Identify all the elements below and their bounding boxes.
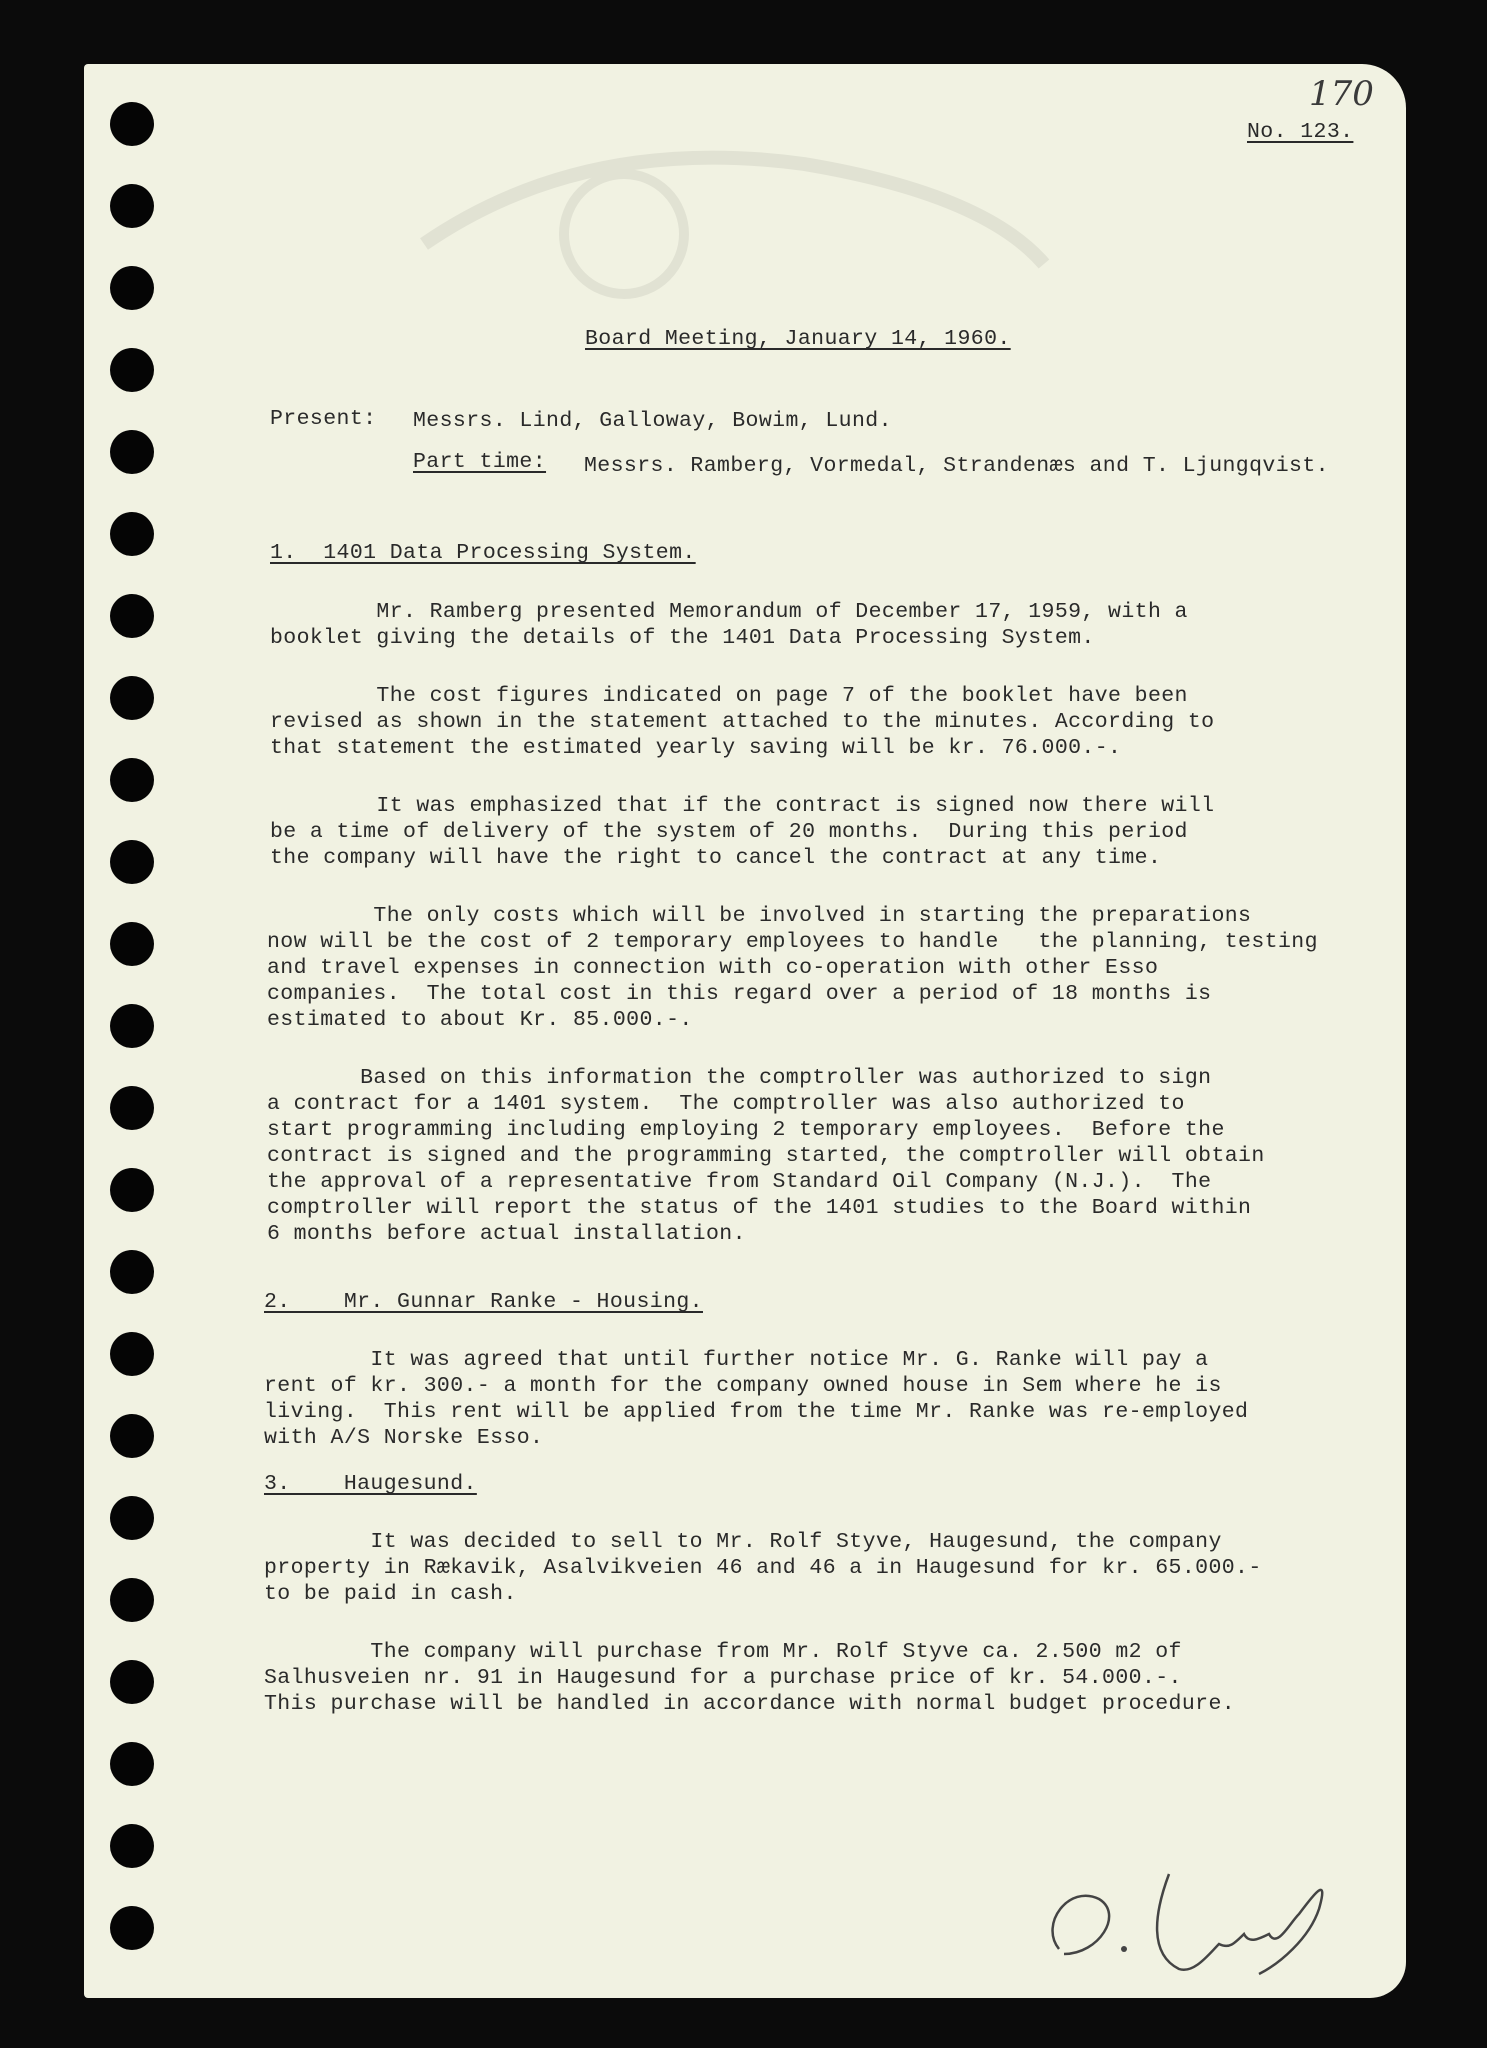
present-names: Messrs. Lind, Galloway, Bowim, Lund. (413, 409, 892, 433)
punch-hole (110, 676, 154, 720)
paragraph-line: that statement the estimated yearly saving will be kr. 76.000.-. (270, 736, 1122, 760)
punch-hole (110, 1414, 154, 1458)
punch-hole (110, 266, 154, 310)
paragraph-line: The company will purchase from Mr. Rolf Styve ca. 2.500 m2 of (264, 1640, 1182, 1664)
paragraph-line: now will be the cost of 2 temporary employees to handle the planning, testing (267, 930, 1318, 954)
punch-hole (110, 758, 154, 802)
punch-hole (110, 1086, 154, 1130)
document-number: No. 123. (1247, 120, 1354, 144)
punch-hole (110, 512, 154, 556)
paragraph-line: The only costs which will be involved in starting the preparations (267, 904, 1252, 928)
paragraph-line: comptroller will report the status of the 1401 studies to the Board within (267, 1196, 1252, 1220)
document-page (84, 64, 1406, 1998)
paragraph-line: It was emphasized that if the contract is signed now there will (270, 794, 1215, 818)
paragraph-line: Mr. Ramberg presented Memorandum of December 17, 1959, with a (270, 600, 1188, 624)
paragraph-line: It was agreed that until further notice Mr. G. Ranke will pay a (264, 1348, 1209, 1372)
paragraph-line: with A/S Norske Esso. (264, 1426, 544, 1450)
paragraph-line: Based on this information the comptroller was authorized to sign (267, 1066, 1212, 1090)
punch-hole (110, 1496, 154, 1540)
punch-hole (110, 1578, 154, 1622)
punch-hole (110, 1168, 154, 1212)
punch-hole (110, 348, 154, 392)
paragraph-line: The cost figures indicated on page 7 of the booklet have been (270, 684, 1188, 708)
punch-hole (110, 430, 154, 474)
paragraph-line: and travel expenses in connection with co-operation with other Esso (267, 956, 1159, 980)
punch-hole (110, 922, 154, 966)
punch-hole (110, 1906, 154, 1950)
part-time-names: Messrs. Ramberg, Vormedal, Strandenæs and T. Ljungqvist. (584, 454, 1329, 478)
paragraph-line: estimated to about Kr. 85.000.-. (267, 1008, 693, 1032)
punch-hole (110, 840, 154, 884)
present-label: Present: (270, 407, 377, 431)
background-stamp-watermark (384, 124, 1084, 324)
paragraph-line: contract is signed and the programming started, the comptroller will obtain (267, 1144, 1265, 1168)
handwritten-page-number: 170 (1309, 74, 1374, 114)
paragraph-line: be a time of delivery of the system of 20 months. During this period (270, 820, 1188, 844)
punch-hole (110, 1250, 154, 1294)
page-title: Board Meeting, January 14, 1960. (585, 327, 1011, 351)
section-heading: 2. Mr. Gunnar Ranke - Housing. (264, 1290, 703, 1314)
paragraph-line: revised as shown in the statement attached to the minutes. According to (270, 710, 1215, 734)
paragraph-line: It was decided to sell to Mr. Rolf Styve, Haugesund, the company (264, 1530, 1222, 1554)
punch-hole (110, 1742, 154, 1786)
punch-hole (110, 1004, 154, 1048)
paragraph-line: living. This rent will be applied from the time Mr. Ranke was re-employed (264, 1400, 1249, 1424)
punch-hole (110, 1332, 154, 1376)
paragraph-line: 6 months before actual installation. (267, 1222, 746, 1246)
paragraph-line: booklet giving the details of the 1401 Data Processing System. (270, 626, 1095, 650)
section-heading: 3. Haugesund. (264, 1472, 477, 1496)
handwritten-signature (1029, 1854, 1359, 1984)
part-time-label: Part time: (413, 450, 547, 474)
paragraph-line: start programming including employing 2 temporary employees. Before the (267, 1118, 1225, 1142)
paragraph-line: the company will have the right to cancel the contract at any time. (270, 846, 1162, 870)
paragraph-line: Salhusveien nr. 91 in Haugesund for a purchase price of kr. 54.000.-. (264, 1666, 1182, 1690)
paragraph-line: companies. The total cost in this regard over a period of 18 months is (267, 982, 1212, 1006)
paragraph-line: rent of kr. 300.- a month for the company owned house in Sem where he is (264, 1374, 1222, 1398)
punch-hole (110, 102, 154, 146)
paragraph-line: to be paid in cash. (264, 1582, 517, 1606)
paragraph-line: a contract for a 1401 system. The comptroller was also authorized to (267, 1092, 1185, 1116)
section-heading: 1. 1401 Data Processing System. (270, 541, 696, 565)
punch-hole (110, 1660, 154, 1704)
punch-hole (110, 594, 154, 638)
paragraph-line: property in Rækavik, Asalvikveien 46 and 46 a in Haugesund for kr. 65.000.- (264, 1556, 1262, 1580)
punch-hole (110, 1824, 154, 1868)
paragraph-line: the approval of a representative from Standard Oil Company (N.J.). The (267, 1170, 1212, 1194)
punch-hole (110, 184, 154, 228)
paragraph-line: This purchase will be handled in accordance with normal budget procedure. (264, 1692, 1236, 1716)
